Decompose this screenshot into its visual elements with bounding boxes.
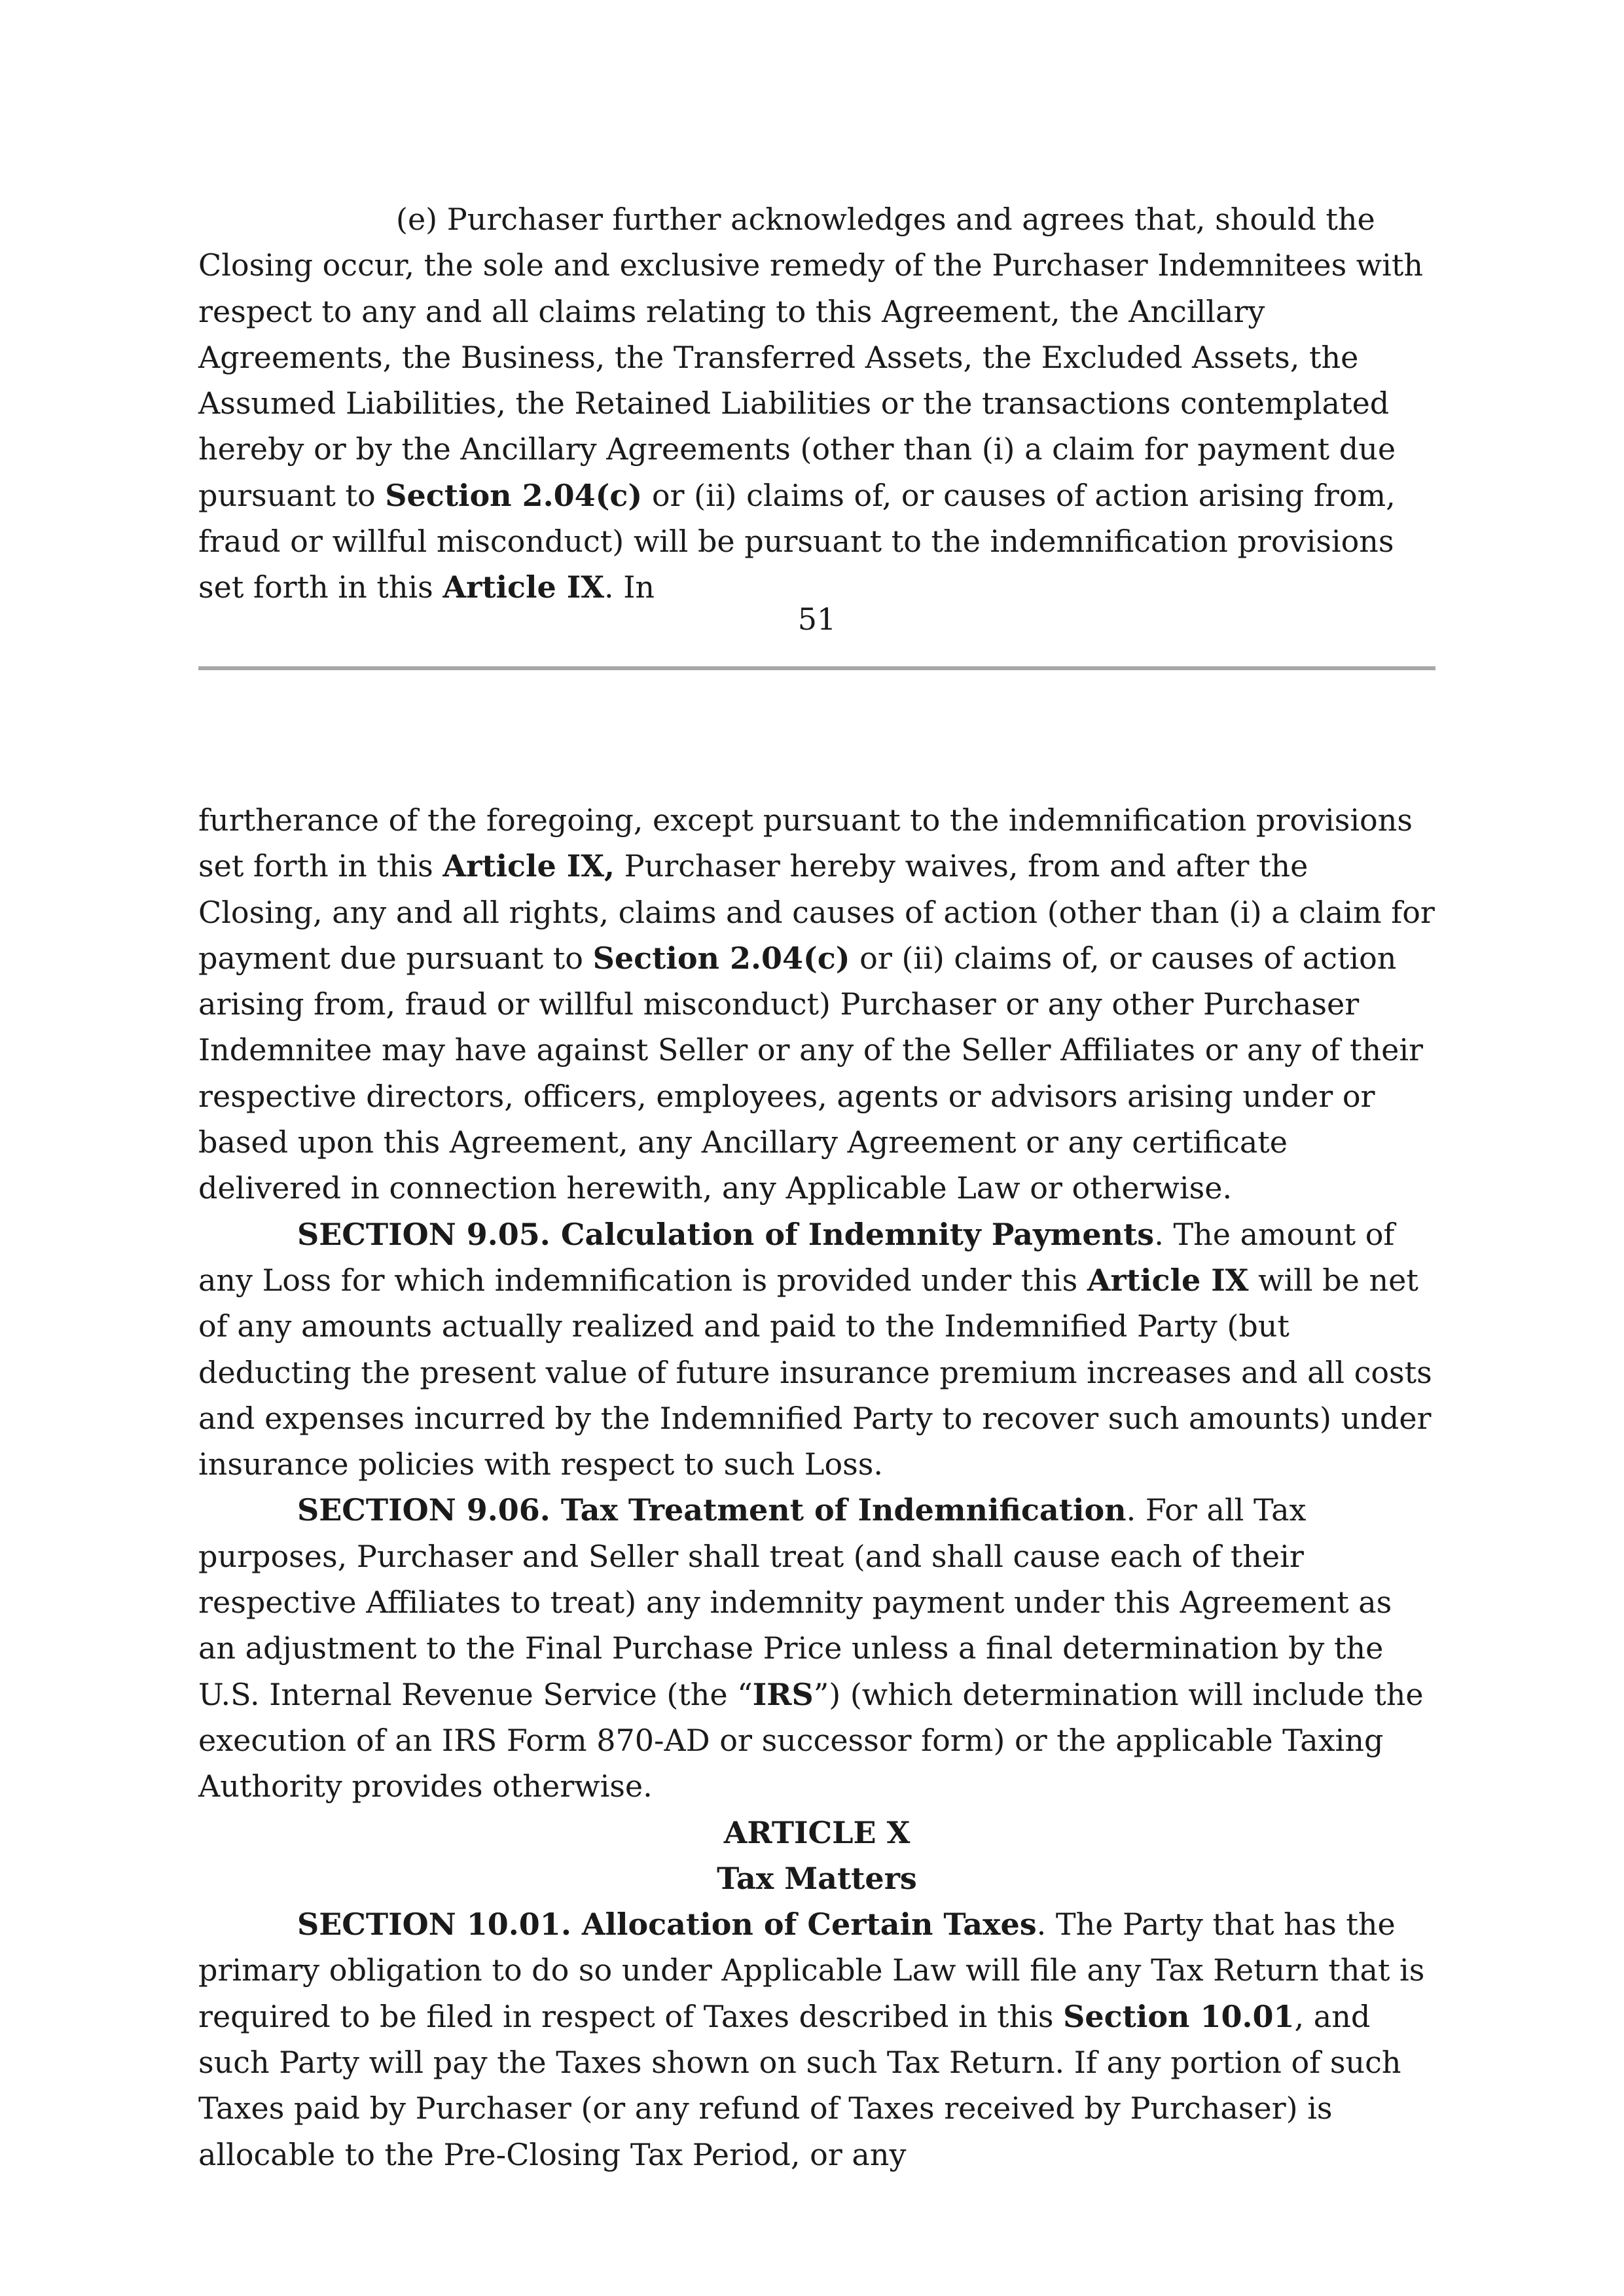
defined-term-irs: IRS: [752, 1676, 814, 1712]
ref-article-ix: Article IX: [1087, 1262, 1249, 1298]
paragraph-continuation: furtherance of the foregoing, except pursuant to the indemnification provisions set forth in this Article IX, Purchaser hereby waives, from and after the Closing, any and all rights, claims and causes of action (other than (i) a claim for payment due pursuant to Section 2.04(c) or (ii) claims of, or causes of action arising from, fraud or willful misconduct) Purchaser or any other Purchaser Indemnitee may have against Seller or any of the Seller Affiliates or any of their respective directors, officers, employees, agents or advisors arising under or based upon this Agreement, any Ancillary Agreement or any certificate delivered in connection herewith, any Applicable Law or otherwise.: [198, 802, 1435, 1206]
article-title: Tax Matters: [717, 1860, 917, 1896]
section-heading: SECTION 10.01. Allocation of Certain Taxes: [297, 1907, 1037, 1943]
section-10-01: SECTION 10.01. Allocation of Certain Taxes. The Party that has the primary obligation to do so under Applicable Law will file any Tax Return that is required to be filed in respect of Taxes described in this Section 10.01, and such Party will pay the Taxes shown on such Tax Return. If any portion of such Taxes paid by Purchaser (or any refund of Taxes received by Purchaser) is allocable to the Pre-Closing Tax Period, or any: [198, 1907, 1425, 2172]
page-number: 51: [797, 601, 837, 637]
ref-section-2-04c: Section 2.04(c): [592, 940, 850, 976]
ref-section-10-01: Section 10.01: [1063, 1998, 1295, 2034]
ref-section-2-04c: Section 2.04(c): [385, 477, 643, 513]
section-9-06: SECTION 9.06. Tax Treatment of Indemnification. For all Tax purposes, Purchaser and Seller shall treat (and shall cause each of their respective Affiliates to treat) any indemnity payment under this Agreement as an adjustment to the Final Purchase Price unless a final determination by the U.S. Internal Revenue Service (the “IRS”) (which determination will include the execution of an IRS Form 870-AD or successor form) or the applicable Taxing Authority provides otherwise.: [198, 1492, 1424, 1804]
page-52-body: [198, 797, 1435, 2178]
page-51-body: [198, 196, 1435, 611]
paragraph-e: (e) Purchaser further acknowledges and agrees that, should the Closing occur, the sole and exclusive remedy of the Purchaser Indemnitees with respect to any and all claims relating to this Agreement, the Ancillary Agreements, the Business, the Transferred Assets, the Excluded Assets, the Assumed Liabilities, the Retained Liabilities or the transactions contemplated hereby or by the Ancillary Agreements (other than (i) a claim for payment due pursuant to Section 2.04(c) or (ii) claims of, or causes of action arising from, fraud or willful misconduct) will be pursuant to the indemnification provisions set forth in this Article IX. In: [198, 202, 1423, 605]
page-divider: [198, 666, 1435, 670]
section-heading: SECTION 9.05. Calculation of Indemnity Payments: [297, 1216, 1155, 1252]
ref-article-ix: Article IX,: [442, 848, 615, 884]
section-9-05: SECTION 9.05. Calculation of Indemnity Payments. The amount of any Loss for which indemnification is provided under this Article IX will be net of any amounts actually realized and paid to the Indemnified Party (but deducting the present value of future insurance premium increases and all costs and expenses incurred by the Indemnified Party to recover such amounts) under insurance policies with respect to such Loss.: [198, 1216, 1432, 1482]
section-heading: SECTION 9.06. Tax Treatment of Indemnification: [297, 1492, 1127, 1528]
ref-article-ix: Article IX: [442, 569, 605, 605]
article-number: ARTICLE X: [723, 1814, 911, 1850]
